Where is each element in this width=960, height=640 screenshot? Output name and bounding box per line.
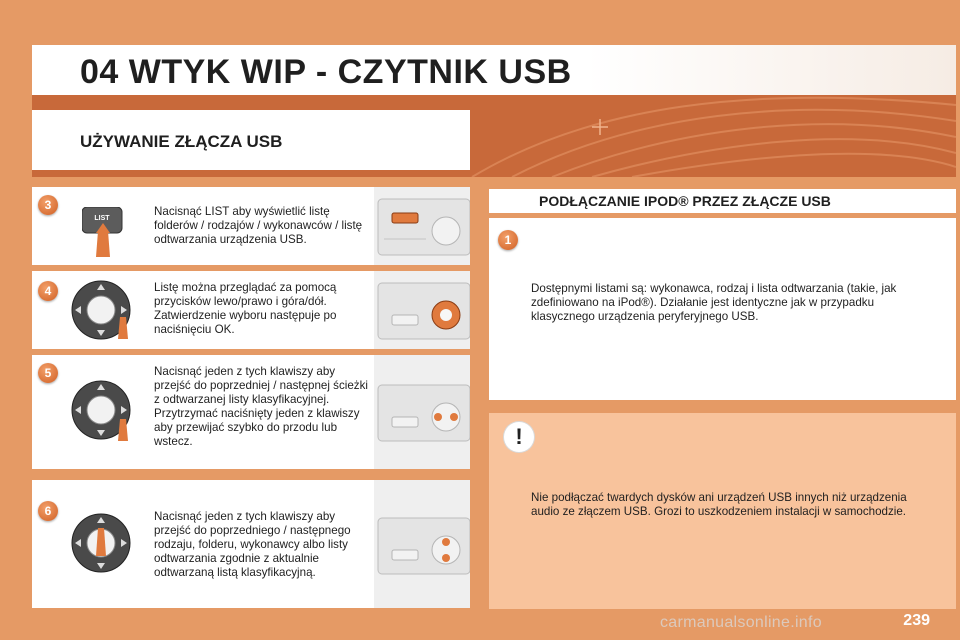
warning-icon: ! <box>504 422 534 452</box>
step-6 <box>32 480 470 608</box>
page-title: 04 WTYK WIP - CZYTNIK USB <box>80 53 572 91</box>
list-key-label: LIST <box>94 215 110 222</box>
step-4 <box>32 271 470 349</box>
ipod-info-text: Dostępnymi listami są: wykonawca, rodzaj i lista odtwarzania (takie, jak zdefiniowano na iPod®). Działanie jest identyczne jak w przypadku klasycznego urządzenia peryferyjnego USB. <box>531 282 897 323</box>
navigation-pad-icon <box>70 512 132 574</box>
radio-panel-icon <box>374 377 470 447</box>
step-badge-1: 1 <box>498 230 518 250</box>
watermark: carmanualsonline.info <box>660 614 822 631</box>
radio-panel-icon <box>374 510 470 580</box>
title-bar <box>32 45 956 95</box>
warning-text: Nie podłączać twardych dysków ani urządzeń USB innych niż urządzenia audio ze złączem USB. Grozi to uszkodzeniem instalacji w samochodzie. <box>531 491 907 518</box>
ipod-info-box <box>489 218 956 400</box>
step-6-text: Nacisnąć jeden z tych klawiszy aby przejść do poprzedniego / następnego rodzaju, folderu, wykonawcy albo listy odtwarzania zgodnie z aktualnie odtwarzaną listą klasyfikacyjną. <box>154 510 351 579</box>
ipod-heading: PODŁĄCZANIE IPOD® PRZEZ ZŁĄCZE USB <box>539 193 831 209</box>
list-key-icon <box>82 207 124 259</box>
section-heading: UŻYWANIE ZŁĄCZA USB <box>80 132 283 151</box>
navigation-pad-icon <box>70 279 132 341</box>
section-heading-box <box>32 110 470 170</box>
step-badge-3: 3 <box>38 195 58 215</box>
step-4-text: Listę można przeglądać za pomocą przycisków lewo/prawo i góra/dół. Zatwierdzenie wyboru następuje po naciśnięciu OK. <box>154 281 337 336</box>
radio-panel-icon <box>374 191 470 261</box>
page-number: 239 <box>903 612 930 629</box>
step-5 <box>32 355 470 469</box>
radio-panel-icon <box>374 275 470 345</box>
step-3-text: Nacisnąć LIST aby wyświetlić listę folderów / rodzajów / wykonawców / listę odtwarzania urządzenia USB. <box>154 205 363 246</box>
step-badge-6: 6 <box>38 501 58 521</box>
ipod-heading-bar <box>489 189 956 213</box>
step-3 <box>32 187 470 265</box>
step-badge-5: 5 <box>38 363 58 383</box>
navigation-pad-icon <box>70 379 132 441</box>
step-5-text: Nacisnąć jeden z tych klawiszy aby przejść do poprzedniej / następnej ścieżki z odtwarzanej listy klasyfikacyjnej. Przytrzymać naciśnięty jeden z klawiszy aby przewijać szybko do przodu lub wstecz. <box>154 365 368 448</box>
warning-box <box>489 413 956 609</box>
step-badge-4: 4 <box>38 281 58 301</box>
